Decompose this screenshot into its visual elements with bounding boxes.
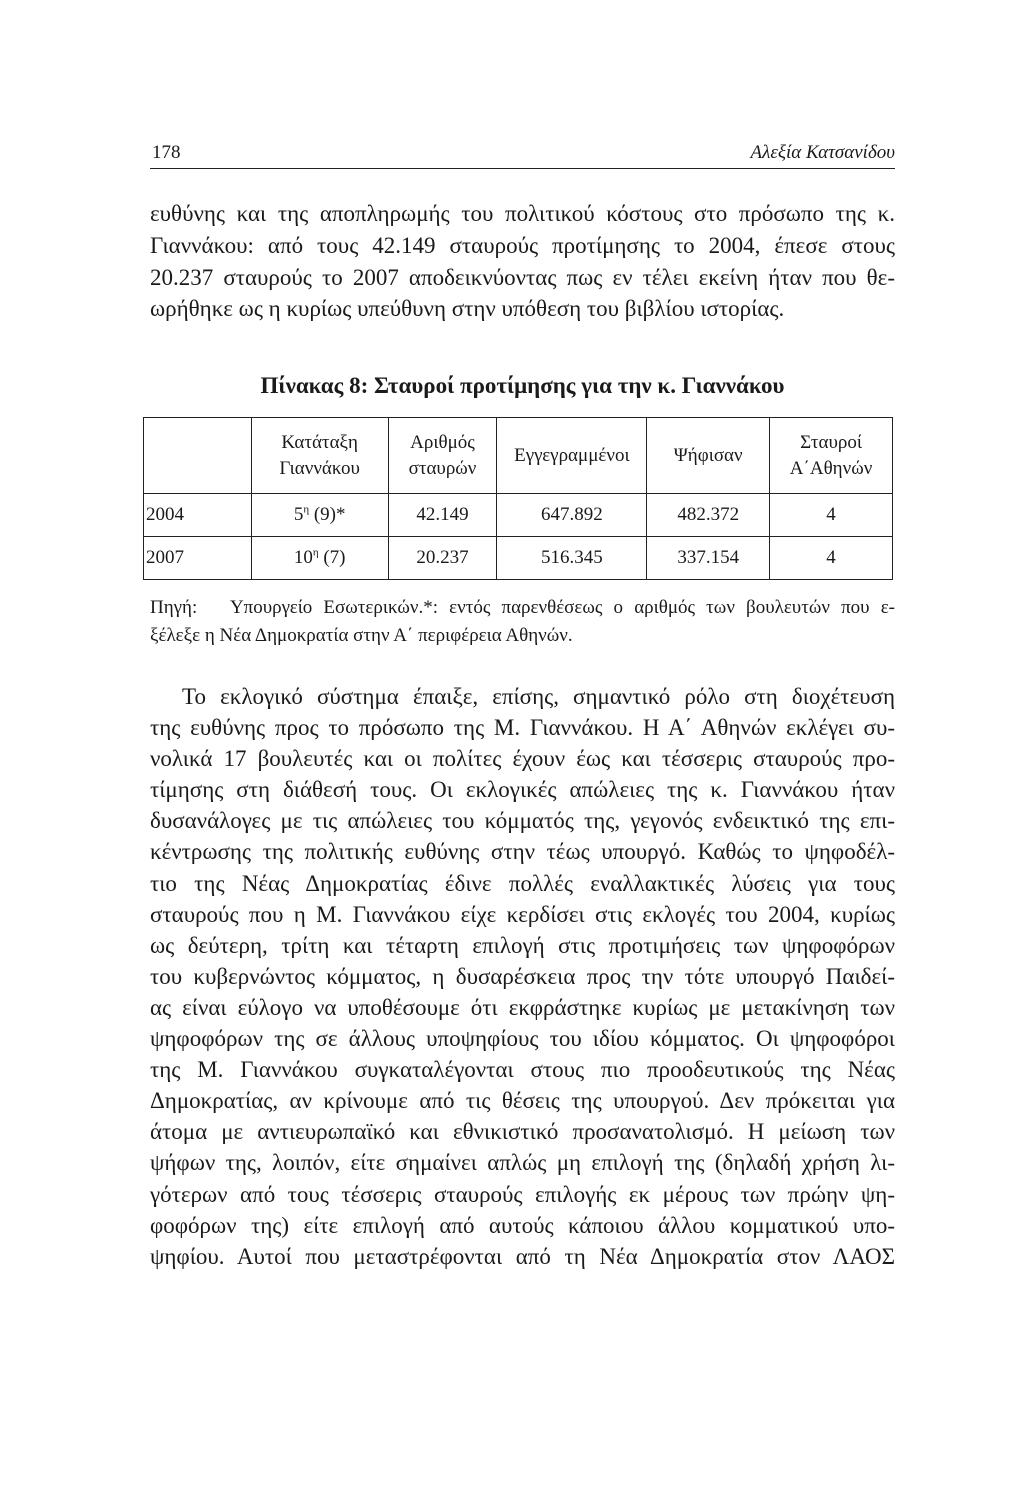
table-row (144, 537, 893, 580)
table-header-cell: Εγγεγραμμένοι (497, 418, 647, 494)
paragraph-line: ωρήθηκε ως η κυρίως υπεύθυνη στην υπόθεση του βιβλίου ιστορίας. (150, 296, 785, 322)
table-cell-crosses: 42.149 (388, 494, 497, 537)
preference-votes-table (143, 417, 893, 580)
paragraph-line: τιο της Νέας Δημοκρατίας έδινε πολλές εναλλακτικές λύσεις για τους (150, 870, 895, 896)
page-number: 178 (152, 142, 181, 163)
table-header-cell: Σταυροί Α΄Αθηνών (770, 418, 893, 494)
paragraph-line: Γιαννάκου: από τους 42.149 σταυρούς προτίμησης το 2004, έπεσε στους (150, 232, 895, 258)
paragraph-line: άτομα με αντιευρωπαϊκό και εθνικιστικό προσανατολισμό. Η μείωση των (150, 1119, 895, 1145)
paragraph-line: της Μ. Γιαννάκου συγκαταλέγονται στους πιο προοδευτικούς της Νέας (150, 1057, 895, 1083)
source-line: Πηγή: Υπουργείο Εσωτερικών.*: εντός παρενθέσεως ο αριθμός των βουλευτών που ε- (150, 597, 895, 618)
paragraph-line: της ευθύνης προς το πρόσωπο της Μ. Γιαννάκου. Η Α΄ Αθηνών εκλέγει συ- (150, 715, 895, 741)
table-header-row (144, 418, 893, 494)
paragraph-line: του κυβερνώντος κόμματος, η δυσαρέσκεια προς την τότε υπουργό Παιδεί- (150, 963, 895, 989)
paragraph-line: ψήφων της, λοιπόν, είτε σημαίνει απλώς μη επιλογή της (δηλαδή χρήση λι- (150, 1150, 895, 1176)
intro-paragraph (150, 198, 895, 325)
table-cell-registered: 516.345 (497, 537, 647, 580)
paragraph-line: γότερων από τους τέσσερις σταυρούς επιλογής εκ μέρους των πρώην ψη- (150, 1181, 895, 1207)
paragraph-line: ψηφίου. Αυτοί που μεταστρέφονται από τη Νέα Δημοκρατία στον ΛΑΟΣ (150, 1243, 895, 1269)
table-row (144, 494, 893, 537)
table-cell-crosses: 20.237 (388, 537, 497, 580)
table-cell-seats: 4 (770, 537, 893, 580)
table-source-note (150, 594, 895, 650)
table-header-cell (144, 418, 252, 494)
paragraph-line: ας είναι εύλογο να υποθέσουμε ότι εκφράστηκε κυρίως με μετακίνηση των (150, 994, 895, 1020)
paragraph-line: ψηφοφόρων της σε άλλους υποψηφίους του ιδίου κόμματος. Οι ψηφοφόροι (150, 1026, 895, 1052)
paragraph-line: σταυρούς που η Μ. Γιαννάκου είχε κερδίσει στις εκλογές του 2004, κυρίως (150, 901, 895, 927)
table-cell-voted: 482.372 (647, 494, 770, 537)
paragraph-line: φοφόρων της) είτε επιλογή από αυτούς κάποιου άλλου κομματικού υπο- (150, 1212, 895, 1238)
running-header-author: Αλεξία Κατσανίδου (750, 142, 895, 163)
paragraph-line: νολικά 17 βουλευτές και οι πολίτες έχουν έως και τέσσερις σταυρούς προ- (150, 746, 895, 772)
table-title: Πίνακας 8: Σταυροί προτίμησης για την κ. Γιαννάκου (260, 373, 785, 398)
table-cell-rank: $5^\eta$ (9)* (251, 494, 388, 537)
table-cell-voted: 337.154 (647, 537, 770, 580)
table-cell-year: 2007 (144, 537, 252, 580)
table-cell-registered: 647.892 (497, 494, 647, 537)
table-header-cell: Κατάταξη Γιαννάκου (251, 418, 388, 494)
paragraph-line: τίμησης στη διάθεσή τους. Οι εκλογικές απώλειες της κ. Γιαννάκου ήταν (150, 777, 895, 803)
table-cell-year: 2004 (144, 494, 252, 537)
table-cell-rank: $10^\eta$ (7) (251, 537, 388, 580)
source-line: ξέλεξε η Νέα Δημοκρατία στην Α΄ περιφέρεια Αθηνών. (150, 625, 573, 646)
paragraph-line: ευθύνης και της αποπληρωμής του πολιτικού κόστους στο πρόσωπο της κ. (150, 201, 895, 226)
running-header (150, 138, 895, 169)
paragraph-line: κέντρωσης της πολιτικής ευθύνης στην τέως υπουργό. Καθώς το ψηφοδέλ- (150, 839, 895, 865)
table-header-cell: Ψήφισαν (647, 418, 770, 494)
table-cell-seats: 4 (770, 494, 893, 537)
paragraph-line: Δημοκρατίας, αν κρίνουμε από τις θέσεις της υπουργού. Δεν πρόκειται για (150, 1088, 895, 1114)
paragraph-line: ως δεύτερη, τρίτη και τέταρτη επιλογή στις προτιμήσεις των ψηφοφόρων (150, 932, 895, 958)
table-header-cell: Αριθμός σταυρών (388, 418, 497, 494)
body-paragraph (150, 681, 895, 1272)
paragraph-line: δυσανάλογες με τις απώλειες του κόμματός της, γεγονός ενδεικτικό της επι- (150, 808, 895, 834)
paragraph-line: Το εκλογικό σύστημα έπαιξε, επίσης, σημαντικό ρόλο στη διοχέτευση (182, 684, 895, 709)
paragraph-line: 20.237 σταυρούς το 2007 αποδεικνύοντας πως εν τέλει εκείνη ήταν που θε- (150, 264, 895, 290)
